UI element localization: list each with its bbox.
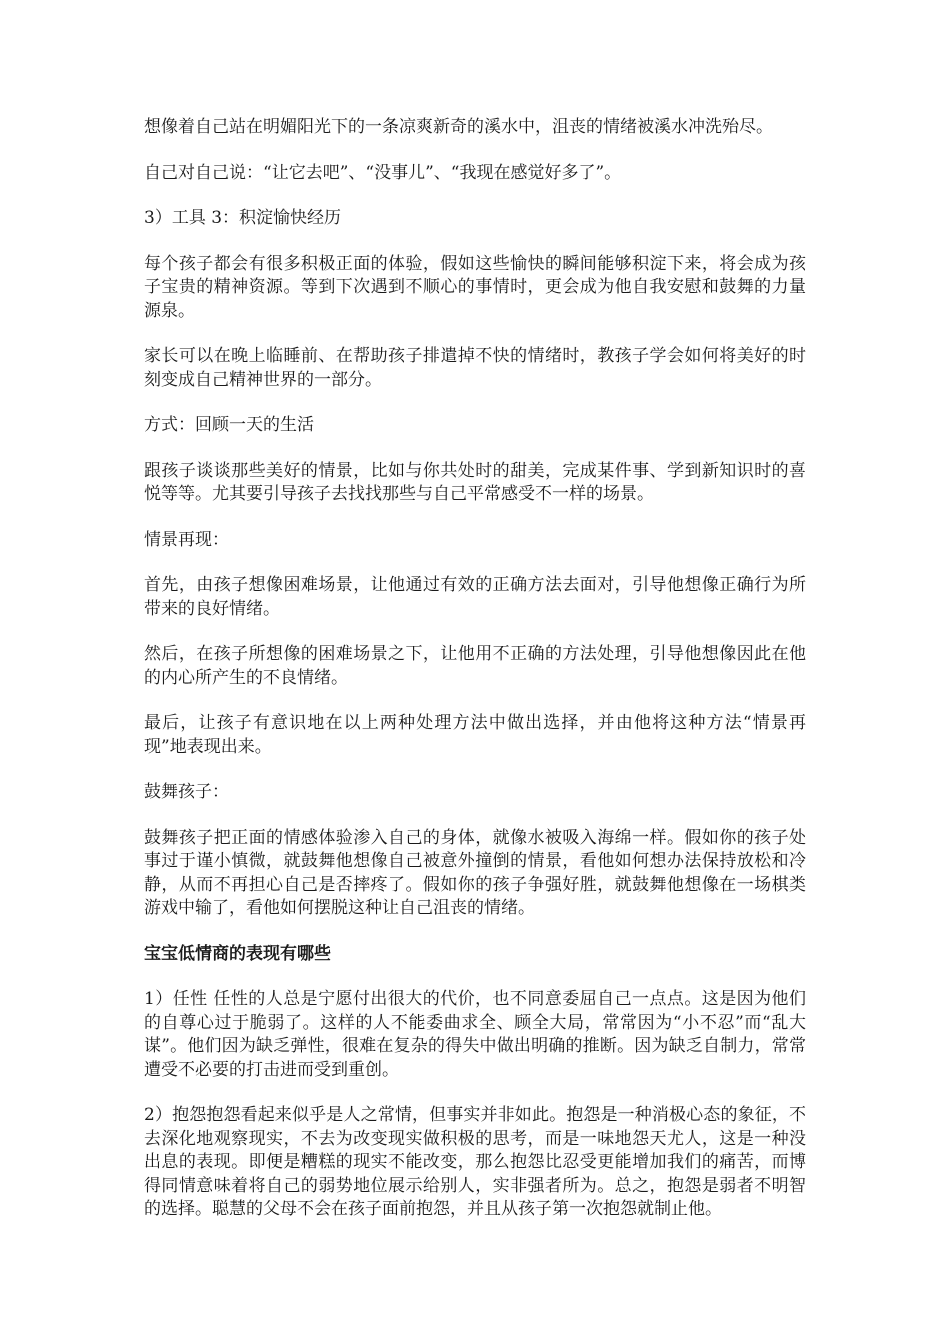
paragraph-positive-experience: 每个孩子都会有很多积极正面的体验，假如这些愉快的瞬间能够积淀下来，将会成为孩子宝贵的精神资源。等到下次遇到不顺心的事情时，更会成为他自我安慰和鼓舞的力量源泉。 bbox=[144, 253, 806, 321]
paragraph-talk-with-child: 跟孩子谈谈那些美好的情景，比如与你共处时的甜美，完成某件事、学到新知识时的喜悦等等。尤其要引导孩子去找找那些与自己平常感受不一样的场景。 bbox=[144, 460, 806, 504]
document-page bbox=[144, 116, 806, 1244]
paragraph-self-talk: 自己对自己说：“让它去吧”、“没事儿”、“我现在感觉好多了”。 bbox=[144, 162, 622, 183]
paragraph-encourage-body: 鼓舞孩子把正面的情感体验渗入自己的身体，就像水被吸入海绵一样。假如你的孩子处事过于谨小慎微，就鼓舞他想像自己被意外撞倒的情景，看他如何想办法保持放松和冷静，从而不再担心自己是否摔疼了。假如你的孩子争强好胜，就鼓舞他想像在一场棋类游戏中输了，看他如何摆脱这种让自己沮丧的情绪。 bbox=[144, 827, 806, 918]
paragraph-finally-step: 最后，让孩子有意识地在以上两种处理方法中做出选择，并由他将这种方法“情景再现”地表现出来。 bbox=[144, 713, 806, 757]
paragraph-tool-3-title: 3）工具 3：积淀愉快经历 bbox=[144, 208, 342, 228]
paragraph-first-step: 首先，由孩子想像困难场景，让他通过有效的正确方法去面对，引导他想像正确行为所带来的良好情绪。 bbox=[144, 575, 806, 619]
paragraph-then-step: 然后，在孩子所想像的困难场景之下，让他用不正确的方法处理，引导他想像因此在他的内心所产生的不良情绪。 bbox=[144, 644, 806, 688]
paragraph-wilful: 1）任性 任性的人总是宁愿付出很大的代价，也不同意委屈自己一点点。这是因为他们的自尊心过于脆弱了。这样的人不能委曲求全、顾全大局，常常因为“小不忍”而“乱大谋”。他们因为缺乏弹性，很难在复杂的得失中做出明确的推断。因为缺乏自制力，常常遭受不必要的打击进而受到重创。 bbox=[144, 989, 806, 1080]
paragraph-parent-bedtime: 家长可以在晚上临睡前、在帮助孩子排遣掉不快的情绪时，教孩子学会如何将美好的时刻变成自己精神世界的一部分。 bbox=[144, 346, 806, 390]
paragraph-encourage-label: 鼓舞孩子： bbox=[144, 782, 229, 802]
paragraph-scene-replay-label: 情景再现： bbox=[144, 529, 229, 550]
paragraph-complaining: 2）抱怨抱怨看起来似乎是人之常情，但事实并非如此。抱怨是一种消极心态的象征，不去深化地观察现实，不去为改变现实做积极的思考，而是一味地怨天尤人，这是一种没出息的表现。即便是糟糕的现实不能改变，那么抱怨比忍受更能增加我们的痛苦，而博得同情意味着将自己的弱势地位展示给别人，实非强者所为。总之，抱怨是弱者不明智的选择。聪慧的父母不会在孩子面前抱怨，并且从孩子第一次抱怨就制止他。 bbox=[144, 1105, 806, 1219]
paragraph-method-review: 方式：回顾一天的生活 bbox=[144, 415, 314, 435]
paragraph-stream-image: 想像着自己站在明媚阳光下的一条凉爽新奇的溪水中，沮丧的情绪被溪水冲洗殆尽。 bbox=[144, 117, 773, 137]
section-heading: 宝宝低情商的表现有哪些 bbox=[144, 943, 331, 964]
